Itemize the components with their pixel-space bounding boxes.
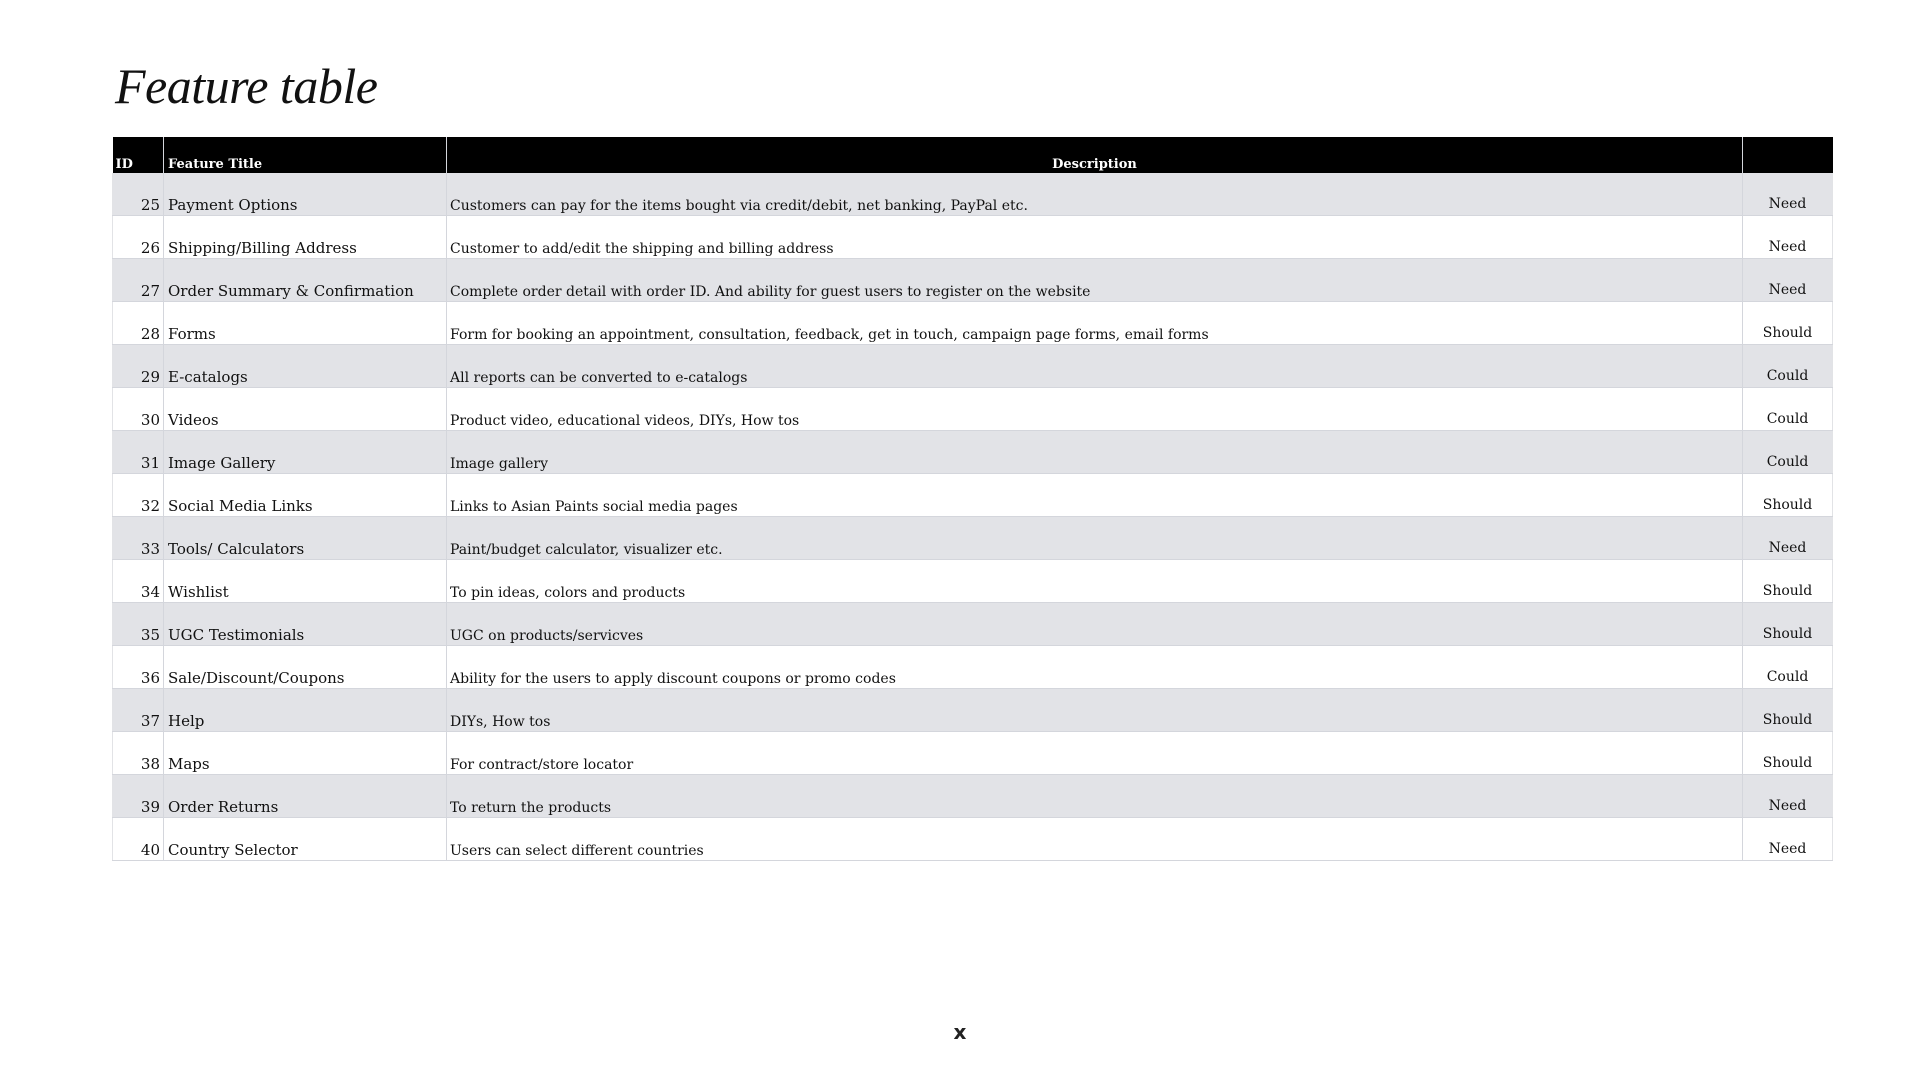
feature-id-cell: 39 [113,775,164,818]
table-row [113,560,1833,603]
feature-description-cell: Customer to add/edit the shipping and billing address [447,216,1743,259]
table-row [113,517,1833,560]
feature-title-cell: Order Summary & Confirmation [164,259,447,302]
feature-title-cell: Forms [164,302,447,345]
table-row [113,689,1833,732]
feature-description-cell: To return the products [447,775,1743,818]
feature-priority-cell: Need [1743,775,1833,818]
table-row [113,216,1833,259]
feature-priority-cell: Should [1743,689,1833,732]
feature-priority-cell: Could [1743,388,1833,431]
feature-priority-cell: Should [1743,302,1833,345]
header-feature-title: Feature Title [164,137,447,173]
feature-priority-cell: Need [1743,259,1833,302]
feature-id-cell: 40 [113,818,164,861]
feature-priority-cell: Need [1743,818,1833,861]
feature-priority-cell: Could [1743,345,1833,388]
feature-description-cell: Product video, educational videos, DIYs, How tos [447,388,1743,431]
feature-description-cell: Ability for the users to apply discount coupons or promo codes [447,646,1743,689]
feature-id-cell: 27 [113,259,164,302]
table-header-row [113,137,1833,173]
feature-description-cell: Users can select different countries [447,818,1743,861]
table-row [113,173,1833,216]
feature-title-cell: Maps [164,732,447,775]
table-row [113,603,1833,646]
header-id: ID [113,137,164,173]
feature-table [112,137,1833,861]
table-row [113,345,1833,388]
feature-id-cell: 31 [113,431,164,474]
feature-id-cell: 29 [113,345,164,388]
feature-title-cell: Country Selector [164,818,447,861]
table-row [113,302,1833,345]
feature-id-cell: 35 [113,603,164,646]
feature-priority-cell: Need [1743,517,1833,560]
feature-description-cell: For contract/store locator [447,732,1743,775]
feature-title-cell: Image Gallery [164,431,447,474]
feature-priority-cell: Need [1743,173,1833,216]
feature-id-cell: 36 [113,646,164,689]
feature-id-cell: 32 [113,474,164,517]
table-row [113,818,1833,861]
feature-title-cell: Videos [164,388,447,431]
feature-title-cell: Help [164,689,447,732]
feature-title-cell: Order Returns [164,775,447,818]
feature-title-cell: Shipping/Billing Address [164,216,447,259]
header-description: Description [447,137,1743,173]
feature-id-cell: 28 [113,302,164,345]
feature-priority-cell: Should [1743,560,1833,603]
feature-description-cell: Links to Asian Paints social media pages [447,474,1743,517]
table-row [113,388,1833,431]
table-row [113,259,1833,302]
feature-id-cell: 25 [113,173,164,216]
feature-title-cell: Sale/Discount/Coupons [164,646,447,689]
feature-description-cell: DIYs, How tos [447,689,1743,732]
table-row [113,646,1833,689]
table-body [113,173,1833,861]
feature-description-cell: UGC on products/servicves [447,603,1743,646]
feature-id-cell: 30 [113,388,164,431]
feature-description-cell: Complete order detail with order ID. And ability for guest users to register on the website [447,259,1743,302]
feature-priority-cell: Should [1743,732,1833,775]
feature-id-cell: 26 [113,216,164,259]
feature-title-cell: Payment Options [164,173,447,216]
header-priority [1743,137,1833,173]
table-row [113,474,1833,517]
feature-title-cell: E-catalogs [164,345,447,388]
feature-id-cell: 34 [113,560,164,603]
feature-title-cell: Tools/ Calculators [164,517,447,560]
feature-title-cell: Social Media Links [164,474,447,517]
page-title: Feature table [115,58,378,114]
table-row [113,775,1833,818]
feature-description-cell: Image gallery [447,431,1743,474]
footer-mark: x [953,1020,967,1044]
feature-description-cell: Paint/budget calculator, visualizer etc. [447,517,1743,560]
feature-description-cell: To pin ideas, colors and products [447,560,1743,603]
table-row [113,732,1833,775]
feature-priority-cell: Could [1743,646,1833,689]
table-row [113,431,1833,474]
feature-priority-cell: Need [1743,216,1833,259]
feature-title-cell: UGC Testimonials [164,603,447,646]
feature-description-cell: Customers can pay for the items bought via credit/debit, net banking, PayPal etc. [447,173,1743,216]
feature-priority-cell: Should [1743,474,1833,517]
feature-id-cell: 37 [113,689,164,732]
feature-description-cell: All reports can be converted to e-catalogs [447,345,1743,388]
feature-id-cell: 33 [113,517,164,560]
feature-priority-cell: Should [1743,603,1833,646]
feature-id-cell: 38 [113,732,164,775]
feature-priority-cell: Could [1743,431,1833,474]
feature-description-cell: Form for booking an appointment, consultation, feedback, get in touch, campaign page forms, email forms [447,302,1743,345]
feature-title-cell: Wishlist [164,560,447,603]
